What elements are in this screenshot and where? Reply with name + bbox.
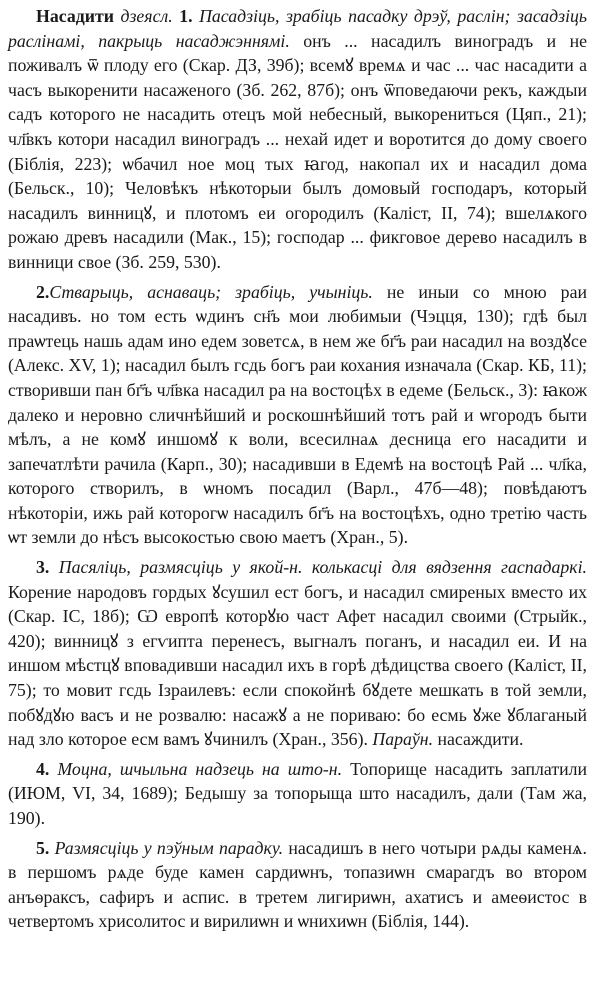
sense-citations: не иныи со мною раи насадивъ. но том есть ѡдинъ сн҃ъ мои любимыи (Чэцця, 130); гдѣ был праѡтець нашь адам ино едем зоветсѧ, в нем же бг҃ъ раи насадил на воздꙋсе (Алекс. XV, 1); насадил былъ гсдь богъ раи кохания изначала (Скар. КБ, 11); створивши пан бг҃ъ чл҃вка насадил ра на востоцѣх в едеме (Бельск., 3): ꙗкож далеко и неровно сличнѣйший и роскошнѣйший тотъ рай и ѡгородъ быти мѣлъ, а не комꙋ иншомꙋ к воли, всесилнаѧ десница его насадити и запечатлѣти рачила (Карп., 30); насадивши в Едемѣ на востоцѣ Рай ... чл҃ка, которого створилъ, в ѡномъ посадил (Варл., 47б—48); повѣдаютъ нѣкоторіи, ижь рай которогѡ насадилъ бг҃ъ на востоцѣхъ, одно третію часть ѡт земли до нѣсъ высокостью свою маетъ (Хран., 5). bbox=[8, 281, 587, 548]
grammar-label: дзеясл. bbox=[120, 6, 173, 26]
sense-number: 2. bbox=[36, 281, 50, 302]
sense-1-paragraph bbox=[8, 4, 587, 275]
sense-5 bbox=[8, 836, 587, 934]
sense-number: 5. bbox=[36, 837, 50, 858]
headword: Насадити bbox=[36, 6, 114, 26]
sense-3-paragraph bbox=[8, 555, 587, 752]
sense-citations: насадишъ в него чотыри рѧды каменѧ. в першомъ рѧде буде камен сардиѡнъ, топазиѡн смарагдъ во втором анъѳраксъ, сафиръ и аспис. в третем лигириѡн, ахатисъ и амеѳистос в четвертомъ хрисолитос и вирилиѡн и ѡнихиѡн (Біблія, 144). bbox=[8, 837, 587, 932]
sense-gloss: Размясціць у пэўным парадку. bbox=[54, 837, 284, 858]
sense-number: 1. bbox=[179, 6, 193, 26]
cross-reference-word: насаждити. bbox=[437, 729, 524, 750]
sense-4-paragraph bbox=[8, 757, 587, 831]
sense-gloss: Стварыць, аснаваць; зрабіць, учыніць. bbox=[49, 281, 373, 302]
sense-2 bbox=[8, 280, 587, 551]
sense-gloss: Пасяліць, размясціць у якой-н. колькасці для вядзення гаспадаркі. bbox=[58, 557, 587, 578]
sense-4 bbox=[8, 757, 587, 831]
sense-5-paragraph bbox=[8, 836, 587, 934]
sense-citations: онъ ... насадилъ виноградъ и не поживалъ ѿ плоду его (Скар. ДЗ, 39б); всемꙋ времѧ и час ... час насадити а часъ выкоренити насаженого (Зб. 262, 87б); онъ ѿповедаючи рекъ, каждыи садъ которого не насадить отецъ мой небесный, выкорениться (Цяп., 21); чл҃вкъ котори насадил виноградъ ... нехай идет и воротится до дому своего (Біблія, 223); ѡбачил ное моц тых ꙗгод, накопал их и насадил дома (Бельск., 10); Человѣкъ нѣкоторыи былъ домовый господаръ, который насадилъ винницꙋ, и плотомъ еи огородилъ (Каліст, II, 74); вшелѧкого рожаю древъ насадили (Мак., 15); господар ... фикговое дерево насадилъ в винници свое (Зб. 259, 530). bbox=[8, 30, 587, 272]
sense-citations: Топорище насадить заплатили (ИЮМ, VI, 34, 1689); Бедышу за топорыща што насадилъ, дали (Там жа, 190). bbox=[8, 758, 587, 828]
cross-reference-label: Параўн. bbox=[372, 729, 434, 750]
sense-number: 4. bbox=[36, 758, 50, 779]
sense-gloss: Пасадзіць, зрабіць пасадку дрэў, раслін; засадзіць раслінамі, пакрыць насаджэннямі. bbox=[8, 6, 587, 51]
sense-1 bbox=[8, 4, 587, 275]
sense-3 bbox=[8, 555, 587, 752]
sense-citations: Корение народовъ гордых ꙋсушил ест богъ, и насадил смиреных вместо их (Скар. ІС, 18б); Ѡ европѣ которꙋю част Афет насадил своими (Стрыйк., 420); винницꙋ з егѵипта перенесъ, выгналъ поганъ, и насадил еи. И на иншом мѣстцꙋ вповадивши насадил ихъ в горѣ дѣдицства своего (Каліст, II, 75); то мовит гсдь Ізраилевъ: если спокойнѣ бꙋдете мешкать в той земли, побꙋдꙋю васъ и не розвалю: насажꙋ а не пориваю: бо есмь ꙋже ꙋблаганый над зло которое есм вамъ ꙋчинилъ (Хран., 356). bbox=[8, 581, 587, 750]
sense-number: 3. bbox=[36, 557, 50, 578]
sense-2-paragraph bbox=[8, 280, 587, 551]
sense-gloss: Моцна, шчыльна надзець на што-н. bbox=[57, 758, 343, 779]
